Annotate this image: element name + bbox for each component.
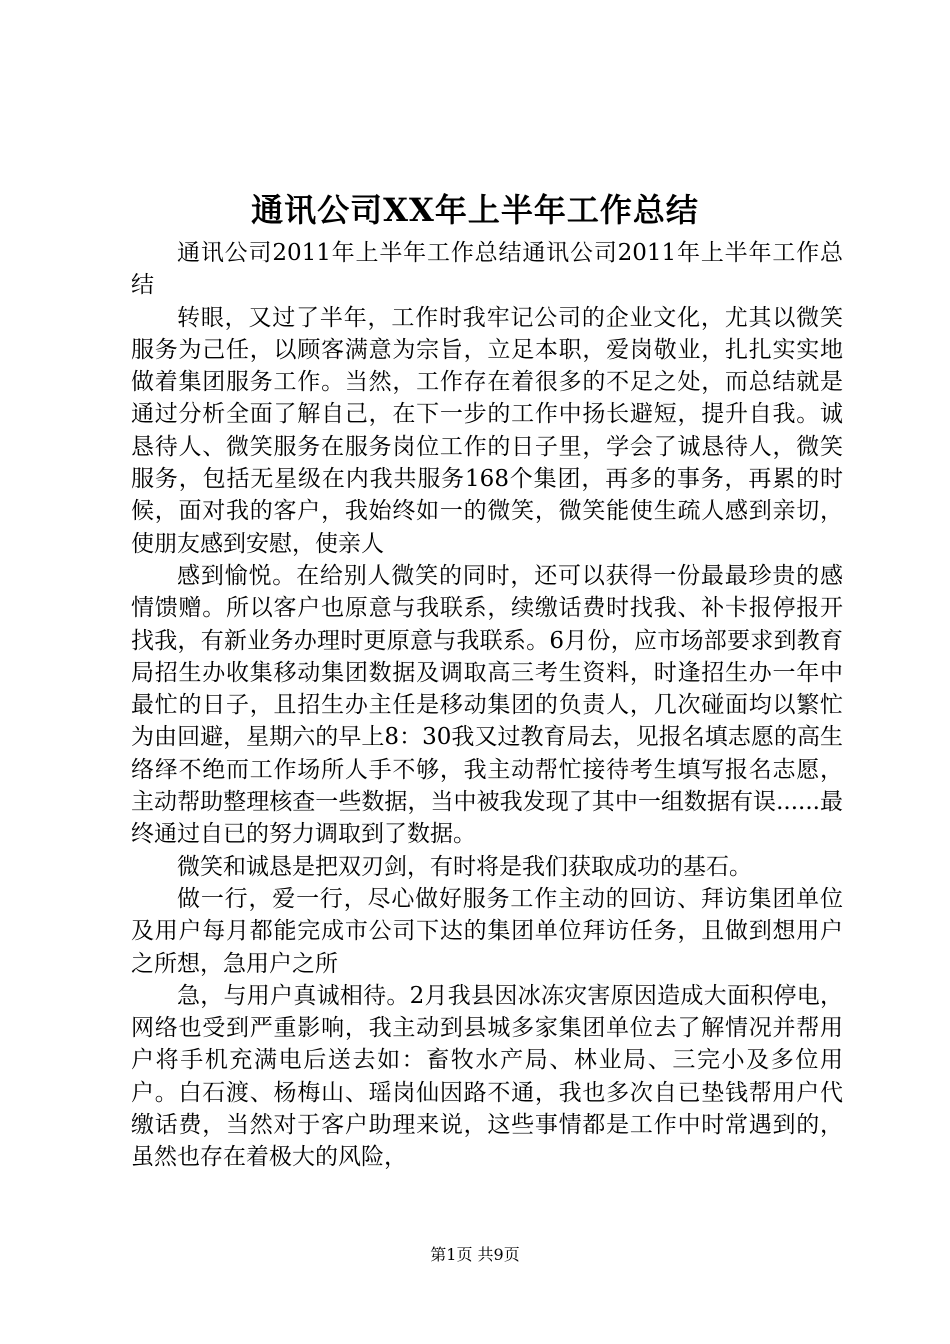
paragraph: 微笑和诚恳是把双刃剑，有时将是我们获取成功的基石。	[177, 853, 752, 880]
paragraph: 转眼，又过了半年，工作时我牢记公司的企业文化，尤其以微笑服务为己任，以顾客满意为宗旨，立足本职，爱岗敬业，扎扎实实地做着集团服务工作。当然，工作存在着很多的不足之处，而总结就是通过分析全面了解自己，在下一步的工作中扬长避短，提升自我。诚恳待人、微笑服务在服务岗位工作的日子里，学会了诚恳待人，微笑服务，包括无星级在内我共服务168个集团，再多的事务，再累的时候，面对我的客户，我始终如一的微笑，微笑能使生疏人感到亲切，使朋友感到安慰，使亲人	[131, 304, 843, 557]
paragraph: 急，与用户真诚相待。2月我县因冰冻灾害原因造成大面积停电，网络也受到严重影响，我主动到县城多家集团单位去了解情况并帮用户将手机充满电后送去如：畜牧水产局、林业局、三完小及多位用户。白石渡、杨梅山、瑶岗仙因路不通，我也多次自已垫钱帮用户代缴话费，当然对于客户助理来说，这些事情都是工作中时常遇到的，虽然也存在着极大的风险，	[131, 982, 843, 1171]
paragraph: 通讯公司2011年上半年工作总结通讯公司2011年上半年工作总结	[131, 240, 843, 299]
paragraph: 做一行，爱一行，尽心做好服务工作主动的回访、拜访集团单位及用户每月都能完成市公司下达的集团单位拜访任务，且做到想用户之所想，急用户之所	[131, 885, 843, 977]
paragraph: 感到愉悦。在给别人微笑的同时，还可以获得一份最最珍贵的感情馈赠。所以客户也原意与我联系，续缴话费时找我、补卡报停报开找我，有新业务办理时更原意与我联系。6月份，应市场部要求到教育局招生办收集移动集团数据及调取高三考生资料，时逢招生办一年中最忙的日子，且招生办主任是移动集团的负责人，几次碰面均以繁忙为由回避，星期六的早上8：30我又过教育局去，见报名填志愿的高生络绎不绝而工作场所人手不够，我主动帮忙接待考生填写报名志愿，主动帮助整理核查一些数据，当中被我发现了其中一组数据有误......最终通过自已的努力调取到了数据。	[131, 562, 843, 848]
document-title: 通讯公司XX年上半年工作总结	[251, 191, 699, 229]
page-number-footer: 第1页 共9页	[430, 1245, 520, 1264]
document-body	[131, 237, 843, 1174]
